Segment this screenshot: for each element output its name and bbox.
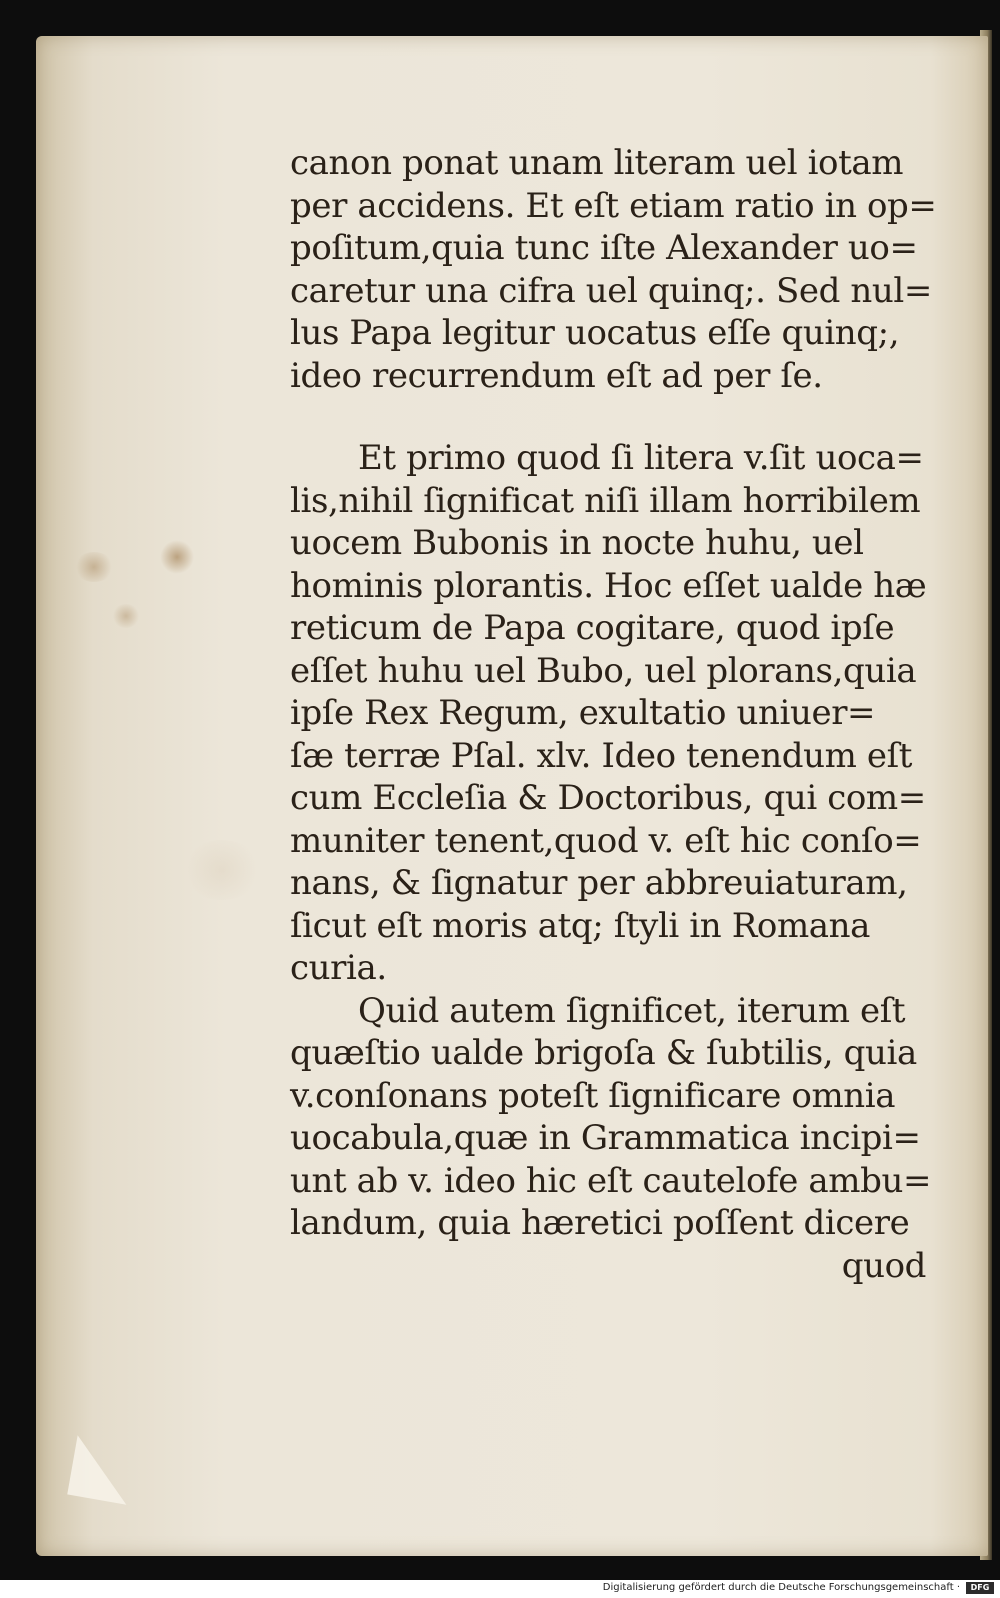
stain-mark [74, 552, 114, 582]
footer-bar [0, 1580, 1000, 1598]
text-line: uocabula,quæ in Grammatica incipi= [290, 1118, 921, 1158]
text-line: cum Eccleſia & Doctoribus, qui com= [290, 778, 926, 818]
dfg-logo: DFG [966, 1582, 994, 1594]
text-line: ſæ terræ Pſal. xlv. Ideo tenendum eſt [290, 735, 913, 776]
stain-mark [182, 840, 262, 900]
text-line: per accidens. Et eſt etiam ratio in op= [290, 185, 937, 226]
text-line: caretur una cifra uel quinq;. Sed nul= [290, 270, 932, 311]
text-line: Quid autem ſignificet, iterum eſt [358, 990, 906, 1031]
funding-credit: Digitalisierung gefördert durch die Deutsche Forschungsgemeinschaft · [602, 1582, 960, 1593]
text-line: muniter tenent,quod v. eſt hic conſo= [290, 820, 922, 861]
page-text [290, 142, 937, 1287]
catchword: quod [841, 1245, 926, 1286]
text-line: poſitum,quia tunc iſte Alexander uo= [290, 228, 918, 268]
folded-corner [67, 1435, 137, 1505]
text-line: curia. [290, 948, 387, 988]
text-line: eſſet huhu uel Bubo, uel plorans,quia [290, 650, 917, 691]
text-line: v.conſonans poteſt ſignificare omnia [290, 1075, 896, 1116]
text-line: unt ab v. ideo hic eſt cautelofe ambu= [290, 1160, 932, 1201]
text-line: ipſe Rex Regum, exultatio uniuer= [290, 693, 876, 733]
text-line: lis,nihil ſignificat niſi illam horribilem [290, 480, 921, 521]
text-line: landum, quia hæretici poſſent dicere [290, 1203, 910, 1243]
stain-mark [112, 604, 140, 628]
text-line: hominis plorantis. Hoc eſſet ualde hæ [290, 565, 927, 606]
text-line: lus Papa legitur uocatus eſſe quinq;, [290, 313, 900, 353]
text-line: Et primo quod ſi litera v.ſit uoca= [358, 438, 924, 478]
paragraph-gap [290, 397, 930, 437]
text-line: reticum de Papa cogitare, quod ipſe [290, 608, 895, 648]
text-line: nans, & ſignatur per abbreuiaturam, [290, 863, 908, 903]
stain-mark [160, 540, 194, 574]
text-line: ſicut eſt moris atq; ſtyli in Romana [290, 905, 871, 946]
text-line: canon ponat unam literam uel iotam [290, 143, 904, 183]
text-line: ideo recurrendum eſt ad per ſe. [290, 355, 823, 396]
text-line: uocem Bubonis in nocte huhu, uel [290, 523, 864, 563]
text-line: quæſtio ualde brigoſa & ſubtilis, quia [290, 1033, 917, 1073]
